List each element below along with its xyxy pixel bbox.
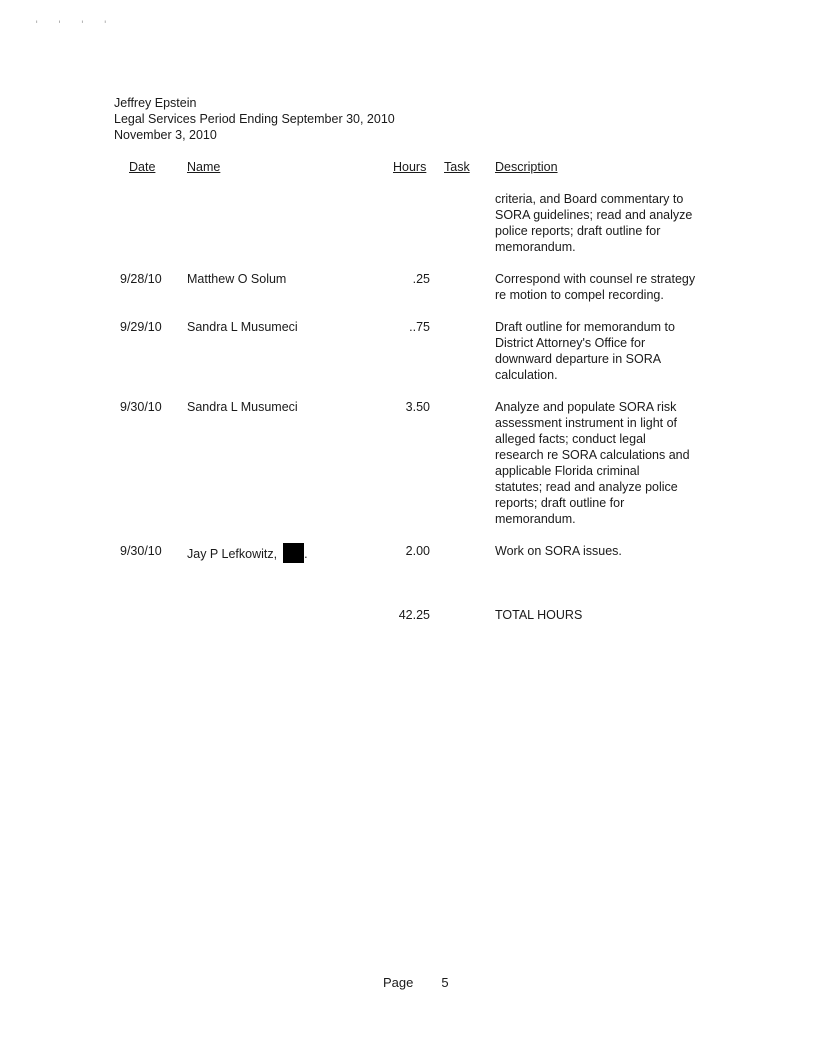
description-line: calculation. <box>495 368 558 382</box>
column-header-name: Name <box>187 160 221 174</box>
entry-hours: 2.00 <box>405 544 430 558</box>
description-line: alleged facts; conduct legal <box>495 432 646 446</box>
billing-period: Legal Services Period Ending September 30, 2010 <box>114 112 395 126</box>
entry-description <box>495 191 765 255</box>
entry-name-suffix: . <box>304 547 308 561</box>
entry-date: 9/29/10 <box>120 320 162 334</box>
column-header-description: Description <box>495 160 558 174</box>
description-line: reports; draft outline for <box>495 496 625 510</box>
page-number-value: 5 <box>441 975 449 990</box>
description-line: statutes; read and analyze police <box>495 480 678 494</box>
description-line: memorandum. <box>495 512 576 526</box>
column-header-hours: Hours <box>393 160 427 174</box>
entry-date: 9/28/10 <box>120 272 162 286</box>
description-line: assessment instrument in light of <box>495 416 678 430</box>
description-line: research re SORA calculations and <box>495 448 690 462</box>
entry-name: Matthew O Solum <box>187 272 287 286</box>
entry-name-text: Jay P Lefkowitz, <box>187 547 278 561</box>
entry-hours: 3.50 <box>405 400 430 414</box>
description-line: SORA guidelines; read and analyze <box>495 208 693 222</box>
entry-description <box>495 319 765 383</box>
entry-hours: .25 <box>412 272 430 286</box>
total-hours: 42.25 <box>398 608 430 622</box>
entry-description <box>495 399 765 527</box>
description-line: Draft outline for memorandum to <box>495 320 675 334</box>
description-line: applicable Florida criminal <box>495 464 640 478</box>
document-date: November 3, 2010 <box>114 128 217 142</box>
total-label: TOTAL HOURS <box>495 608 583 622</box>
description-line: Work on SORA issues. <box>495 544 622 558</box>
description-line: police reports; draft outline for <box>495 224 661 238</box>
page-number <box>383 975 449 990</box>
description-line: re motion to compel recording. <box>495 288 664 302</box>
description-line: District Attorney's Office for <box>495 336 646 350</box>
document-header <box>114 95 395 143</box>
entry-description <box>495 271 765 303</box>
entry-name: Sandra L Musumeci <box>187 400 298 414</box>
description-line: memorandum. <box>495 240 576 254</box>
column-header-task: Task <box>444 160 470 174</box>
entry-date: 9/30/10 <box>120 544 162 558</box>
entry-name: Sandra L Musumeci <box>187 320 298 334</box>
redaction-block <box>283 543 304 563</box>
entry-hours: ..75 <box>409 320 430 334</box>
entry-description <box>495 543 765 559</box>
page-label: Page <box>383 975 414 990</box>
entry-date: 9/30/10 <box>120 400 162 414</box>
client-name: Jeffrey Epstein <box>114 96 197 110</box>
description-line: Analyze and populate SORA risk <box>495 400 677 414</box>
scan-marks: ' ' ' ' <box>34 20 114 30</box>
description-line: downward departure in SORA <box>495 352 662 366</box>
description-line: criteria, and Board commentary to <box>495 192 684 206</box>
entry-name <box>187 543 308 563</box>
description-line: Correspond with counsel re strategy <box>495 272 696 286</box>
column-header-date: Date <box>129 160 156 174</box>
